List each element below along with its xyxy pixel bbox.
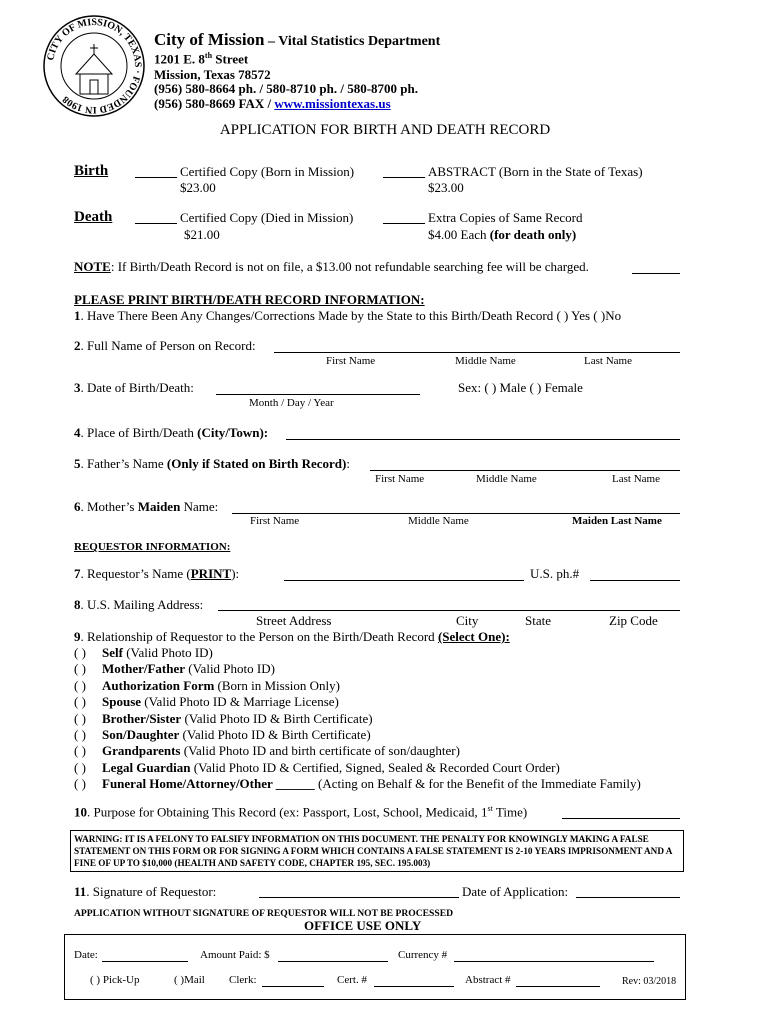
office-use-title: OFFICE USE ONLY <box>304 918 422 933</box>
relationship-name: Mother/Father <box>102 661 186 677</box>
office-date-field[interactable] <box>102 961 188 962</box>
relationship-requirement: (Valid Photo ID) <box>122 645 213 660</box>
birth-label: Birth <box>74 163 109 179</box>
birth-abstract-text: ABSTRACT (Born in the State of Texas) <box>428 164 643 179</box>
office-cert-field[interactable] <box>374 986 454 987</box>
office-amount-field[interactable] <box>278 961 388 962</box>
office-clerk-field[interactable] <box>262 986 324 987</box>
office-use-box <box>64 934 686 1000</box>
q2-last-name-caption: Last Name <box>584 355 632 367</box>
address-line-1: 1201 E. 8th Street <box>154 51 249 67</box>
website-link[interactable]: www.missiontexas.us <box>274 96 391 111</box>
q5-first-name-caption: First Name <box>375 473 425 485</box>
q11-date-label: Date of Application: <box>462 884 569 899</box>
q6-mother-field[interactable] <box>232 513 680 514</box>
relationship-requirement: (Born in Mission Only) <box>214 677 340 693</box>
office-currency-label: Currency # <box>398 949 448 961</box>
death-extra-checkline[interactable] <box>383 223 425 224</box>
svg-text:CITY OF MISSION, TEXAS · FOUND <box>45 17 143 115</box>
q7-requestor-field[interactable] <box>284 580 524 581</box>
q10-purpose-label: 10. Purpose for Obtaining This Record (ex: Passport, Lost, School, Medicaid, 1st Time) <box>74 804 528 820</box>
office-clerk-label: Clerk: <box>229 974 257 986</box>
relationship-options <box>74 645 641 793</box>
relationship-name: Spouse <box>102 694 142 710</box>
relationship-requirement: (Valid Photo ID & Certified, Signed, Sealed & Recorded Court Order) <box>190 759 560 775</box>
office-pickup-option[interactable]: ( ) Pick-Up <box>90 974 140 986</box>
relationship-name: Grandparents <box>102 743 181 759</box>
relationship-name: Son/Daughter <box>102 727 180 743</box>
relationship-checkbox[interactable]: ( ) <box>74 661 86 677</box>
city-seal <box>42 14 146 118</box>
q11-date-field[interactable] <box>576 897 680 898</box>
relationship-requirement: (Valid Photo ID & Birth Certificate) <box>179 727 371 743</box>
relationship-requirement: (Valid Photo ID & Birth Certificate) <box>181 710 373 726</box>
search-fee-note: NOTE: If Birth/Death Record is not on file, a $13.00 not refundable searching fee will be charged. <box>74 259 589 274</box>
birth-certified-price: $23.00 <box>180 180 216 195</box>
relationship-name: Self <box>102 645 123 660</box>
q2-full-name-label: 2. Full Name of Person on Record: <box>74 338 256 353</box>
relationship-option[interactable] <box>74 760 641 776</box>
relationship-option[interactable] <box>74 661 641 677</box>
relationship-requirement: (Acting on Behalf & for the Benefit of the Immediate Family) <box>314 776 641 792</box>
relationship-checkbox[interactable]: ( ) <box>74 645 86 660</box>
relationship-checkbox[interactable]: ( ) <box>74 710 86 726</box>
q3-date-field[interactable] <box>216 394 420 395</box>
phone-numbers: (956) 580-8664 ph. / 580-8710 ph. / 580-8700 ph. <box>154 81 418 96</box>
department-name: – Vital Statistics Department <box>264 34 441 49</box>
q3-sex-options[interactable]: Sex: ( ) Male ( ) Female <box>458 380 583 395</box>
relationship-checkbox[interactable]: ( ) <box>74 776 86 792</box>
q5-last-name-caption: Last Name <box>612 473 660 485</box>
q8-street-caption: Street Address <box>256 613 332 628</box>
q8-city-caption: City <box>456 613 479 628</box>
q4-place-label: 4. Place of Birth/Death (City/Town): <box>74 425 269 440</box>
revision-label: Rev: 03/2018 <box>622 976 677 987</box>
q6-last-name-caption: Maiden Last Name <box>572 515 662 527</box>
relationship-option[interactable] <box>74 727 641 743</box>
no-signature-warning: APPLICATION WITHOUT SIGNATURE OF REQUESTOR WILL NOT BE PROCESSED <box>74 908 454 919</box>
relationship-checkbox[interactable]: ( ) <box>74 727 86 743</box>
fax-line: (956) 580-8669 FAX / www.missiontexas.us <box>154 96 391 111</box>
q5-middle-name-caption: Middle Name <box>476 473 537 485</box>
relationship-name: Funeral Home/Attorney/Other ______ <box>102 776 315 792</box>
office-abstract-label: Abstract # <box>465 974 511 986</box>
city-name: City of Mission <box>154 30 265 49</box>
relationship-requirement: (Valid Photo ID & Marriage License) <box>141 694 339 710</box>
office-abstract-field[interactable] <box>516 986 600 987</box>
death-extra-price: $4.00 Each (for death only) <box>428 227 577 242</box>
office-amount-label: Amount Paid: $ <box>200 949 270 961</box>
q6-middle-name-caption: Middle Name <box>408 515 469 527</box>
q8-state-caption: State <box>525 613 551 628</box>
death-certified-text: Certified Copy (Died in Mission) <box>180 210 354 225</box>
relationship-option[interactable] <box>74 711 641 727</box>
q1-changes[interactable]: 1. Have There Been Any Changes/Corrections Made by the State to this Birth/Death Record ( ) Yes ( )No <box>74 308 622 323</box>
office-date-label: Date: <box>74 949 98 961</box>
relationship-name: Brother/Sister <box>102 710 182 726</box>
relationship-name: Legal Guardian <box>102 759 191 775</box>
seal-text: CITY OF MISSION, TEXAS · FOUNDED IN 1908 <box>45 16 144 116</box>
q8-address-field[interactable] <box>218 610 680 611</box>
q10-purpose-field[interactable] <box>562 818 680 819</box>
relationship-requirement: (Valid Photo ID and birth certificate of son/daughter) <box>180 743 460 759</box>
birth-abstract-price: $23.00 <box>428 180 464 195</box>
q7-requestor-label: 7. Requestor’s Name (PRINT): <box>74 566 240 581</box>
q7-phone-label: U.S. ph.# <box>530 566 580 581</box>
death-extra-text: Extra Copies of Same Record <box>428 210 583 225</box>
form-title: APPLICATION FOR BIRTH AND DEATH RECORD <box>219 122 551 138</box>
birth-certified-checkline[interactable] <box>135 177 177 178</box>
relationship-checkbox[interactable]: ( ) <box>74 743 86 759</box>
relationship-checkbox[interactable]: ( ) <box>74 694 86 710</box>
relationship-option[interactable] <box>74 743 641 759</box>
q5-father-field[interactable] <box>370 470 680 471</box>
q6-mother-label: 6. Mother’s Maiden Name: <box>74 499 219 514</box>
birth-certified-text: Certified Copy (Born in Mission) <box>180 164 355 179</box>
q2-full-name-field[interactable] <box>274 352 680 353</box>
section-requestor-info: REQUESTOR INFORMATION: <box>74 541 231 553</box>
q6-first-name-caption: First Name <box>250 515 300 527</box>
q5-father-label: 5. Father’s Name (Only if Stated on Birth Record): <box>74 456 350 471</box>
q11-signature-label: 11. Signature of Requestor: <box>74 884 217 899</box>
q11-signature-field[interactable] <box>259 897 459 898</box>
office-mail-option[interactable]: ( )Mail <box>174 974 205 986</box>
felony-warning: WARNING: IT IS A FELONY TO FALSIFY INFORMATION ON THIS DOCUMENT. THE PENALTY FOR KNOWINGLY MAKING A FALSE STATEMENT ON THIS FORM OR FOR SIGNING A FORM WHICH CONTAINS A FALSE STATEMENT IS 2-10 YEARS IMPRISONMENT AND A FINE OF UP TO $10,000 (HEALTH AND SAFETY CODE, CHAPTER 195, SEC. 195.003) <box>70 830 684 872</box>
address-line-2: Mission, Texas 78572 <box>154 67 271 82</box>
office-cert-label: Cert. # <box>337 974 367 986</box>
relationship-checkbox[interactable]: ( ) <box>74 677 86 693</box>
relationship-option[interactable] <box>74 678 641 694</box>
death-certified-checkline[interactable] <box>135 223 177 224</box>
relationship-name: Authorization Form <box>102 677 215 693</box>
q3-date-caption: Month / Day / Year <box>249 397 334 409</box>
header-title <box>154 30 440 50</box>
relationship-option[interactable] <box>74 776 641 792</box>
relationship-option[interactable] <box>74 645 641 661</box>
relationship-option[interactable] <box>74 694 641 710</box>
note-initial-line[interactable] <box>632 273 680 274</box>
death-certified-price: $21.00 <box>184 227 220 242</box>
birth-abstract-checkline[interactable] <box>383 177 425 178</box>
q8-zip-caption: Zip Code <box>609 613 658 628</box>
section-record-info: PLEASE PRINT BIRTH/DEATH RECORD INFORMATION: <box>74 292 425 307</box>
q4-place-field[interactable] <box>286 439 680 440</box>
office-currency-field[interactable] <box>454 961 654 962</box>
death-label: Death <box>74 209 113 225</box>
q3-date-label: 3. Date of Birth/Death: <box>74 380 194 395</box>
q7-phone-field[interactable] <box>590 580 680 581</box>
q8-address-label: 8. U.S. Mailing Address: <box>74 597 204 612</box>
relationship-requirement: (Valid Photo ID) <box>185 661 275 677</box>
q2-first-name-caption: First Name <box>326 355 376 367</box>
relationship-checkbox[interactable]: ( ) <box>74 759 86 775</box>
q2-middle-name-caption: Middle Name <box>455 355 516 367</box>
q9-relationship-label: 9. Relationship of Requestor to the Person on the Birth/Death Record (Select One): <box>74 629 510 644</box>
